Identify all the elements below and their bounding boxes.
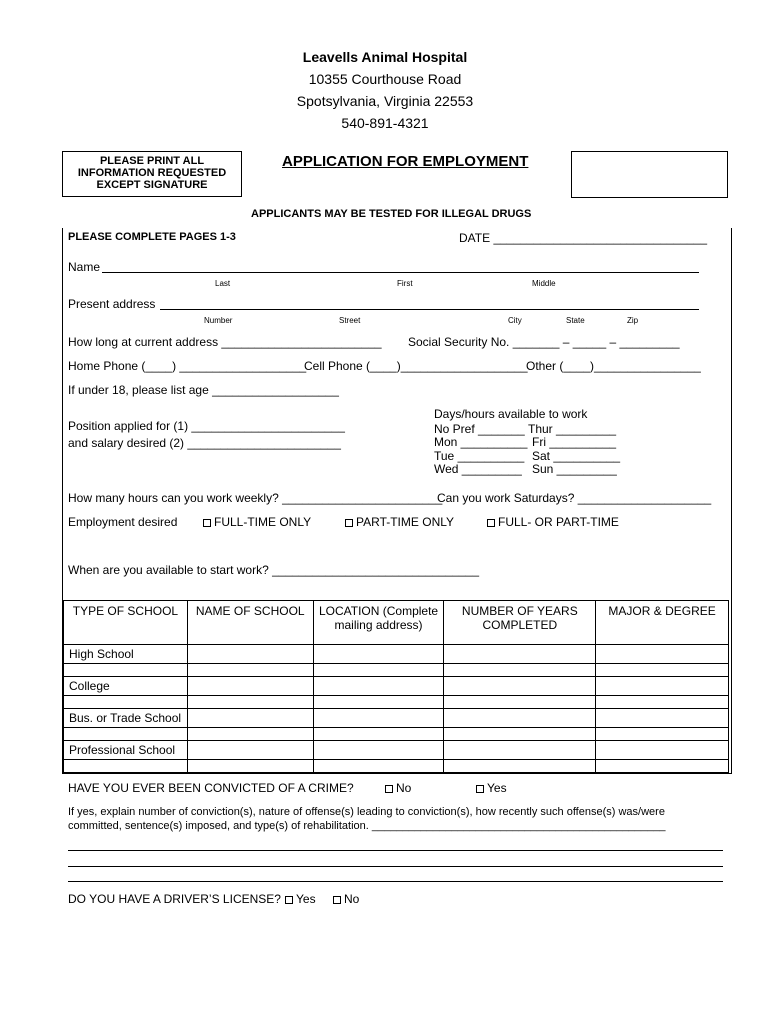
row-label-professional-school: Professional School bbox=[64, 741, 188, 760]
date-field[interactable]: DATE ________________________________ bbox=[459, 231, 708, 245]
crime-yes-label: Yes bbox=[487, 781, 507, 795]
crime-no-label: No bbox=[396, 781, 412, 795]
crime-no-option[interactable] bbox=[385, 781, 411, 795]
full-time-option[interactable] bbox=[203, 515, 311, 529]
table-cell[interactable] bbox=[187, 664, 313, 677]
org-phone: 540-891-4321 bbox=[341, 115, 429, 131]
table-cell[interactable] bbox=[313, 696, 444, 709]
full-or-part-time-label: FULL- OR PART-TIME bbox=[498, 515, 619, 529]
license-yes-option[interactable] bbox=[285, 892, 316, 906]
col-years-completed: NUMBER OF YEARS COMPLETED bbox=[444, 601, 596, 645]
table-row bbox=[64, 677, 729, 696]
table-row bbox=[64, 760, 729, 773]
notice-line2: INFORMATION REQUESTED bbox=[77, 167, 227, 179]
table-cell[interactable] bbox=[444, 709, 596, 728]
license-no-option[interactable] bbox=[333, 892, 359, 906]
checkbox-icon[interactable] bbox=[285, 896, 293, 904]
org-address-line2: Spotsylvania, Virginia 22553 bbox=[296, 93, 474, 109]
table-cell[interactable] bbox=[596, 728, 729, 741]
address-street-caption: Street bbox=[339, 316, 361, 325]
org-address-line1: 10355 Courthouse Road bbox=[308, 71, 462, 87]
row-label-trade-school: Bus. or Trade School bbox=[64, 709, 188, 728]
education-table bbox=[63, 600, 729, 773]
table-cell[interactable] bbox=[313, 664, 444, 677]
home-phone-field[interactable]: Home Phone (____) ___________________ bbox=[68, 359, 307, 373]
position-1-field[interactable]: Position applied for (1) _______________________ bbox=[68, 419, 345, 433]
crime-question: HAVE YOU EVER BEEN CONVICTED OF A CRIME? bbox=[68, 781, 354, 795]
address-number-caption: Number bbox=[204, 316, 233, 325]
wed-field[interactable]: Wed _________ bbox=[434, 462, 522, 476]
address-zip-caption: Zip bbox=[627, 316, 639, 325]
checkbox-icon[interactable] bbox=[203, 519, 211, 527]
table-cell[interactable] bbox=[596, 741, 729, 760]
name-field[interactable] bbox=[102, 272, 699, 273]
table-cell[interactable] bbox=[187, 760, 313, 773]
explain-line-3[interactable] bbox=[68, 881, 723, 882]
table-row bbox=[64, 709, 729, 728]
sun-field[interactable]: Sun _________ bbox=[532, 462, 617, 476]
checkbox-icon[interactable] bbox=[345, 519, 353, 527]
license-question: DO YOU HAVE A DRIVER’S LICENSE? bbox=[68, 892, 281, 906]
org-name: Leavells Animal Hospital bbox=[302, 49, 468, 65]
full-time-label: FULL-TIME ONLY bbox=[214, 515, 312, 529]
table-cell[interactable] bbox=[444, 645, 596, 664]
table-cell bbox=[64, 664, 188, 677]
row-label-college: College bbox=[64, 677, 188, 696]
license-no-label: No bbox=[344, 892, 360, 906]
saturdays-field[interactable]: Can you work Saturdays? ____________________ bbox=[437, 491, 712, 505]
notice-line1: PLEASE PRINT ALL bbox=[99, 155, 205, 167]
table-cell[interactable] bbox=[313, 709, 444, 728]
table-cell bbox=[64, 760, 188, 773]
table-cell[interactable] bbox=[187, 728, 313, 741]
table-cell[interactable] bbox=[313, 760, 444, 773]
explain-line-1[interactable] bbox=[68, 850, 723, 851]
table-cell[interactable] bbox=[187, 696, 313, 709]
fri-field[interactable]: Fri __________ bbox=[532, 435, 617, 449]
col-major-degree: MAJOR & DEGREE bbox=[596, 601, 729, 645]
table-cell[interactable] bbox=[596, 664, 729, 677]
checkbox-icon[interactable] bbox=[333, 896, 341, 904]
part-time-option[interactable] bbox=[345, 515, 454, 529]
col-location: LOCATION (Complete mailing address) bbox=[313, 601, 444, 645]
table-cell bbox=[64, 728, 188, 741]
table-cell[interactable] bbox=[313, 645, 444, 664]
table-cell[interactable] bbox=[596, 760, 729, 773]
table-cell[interactable] bbox=[313, 741, 444, 760]
table-row bbox=[64, 728, 729, 741]
checkbox-icon[interactable] bbox=[385, 785, 393, 793]
form-right-border bbox=[731, 228, 732, 773]
complete-pages-note: PLEASE COMPLETE PAGES 1-3 bbox=[68, 231, 236, 243]
table-cell[interactable] bbox=[444, 677, 596, 696]
sat-field[interactable]: Sat __________ bbox=[532, 449, 621, 463]
crime-explain-line2[interactable]: committed, sentence(s) imposed, and type(s) of rehabilitation. ________________________________________________ bbox=[68, 820, 666, 832]
col-type-of-school: TYPE OF SCHOOL bbox=[64, 601, 188, 645]
address-state-caption: State bbox=[566, 316, 585, 325]
ssn-field[interactable]: Social Security No. _______ – _____ – _________ bbox=[408, 335, 680, 349]
name-first-caption: First bbox=[397, 279, 413, 288]
no-pref-field[interactable]: No Pref _______ bbox=[434, 422, 525, 436]
part-time-label: PART-TIME ONLY bbox=[356, 515, 455, 529]
tue-field[interactable]: Tue __________ bbox=[434, 449, 525, 463]
crime-yes-option[interactable] bbox=[476, 781, 507, 795]
start-work-field[interactable]: When are you available to start work? _______________________________ bbox=[68, 563, 479, 577]
table-cell[interactable] bbox=[596, 709, 729, 728]
table-row bbox=[64, 664, 729, 677]
crime-explain-line1: If yes, explain number of conviction(s), nature of offense(s) leading to conviction(s), how recently such offense(s) was/were bbox=[68, 806, 665, 818]
table-cell[interactable] bbox=[187, 741, 313, 760]
office-use-box bbox=[571, 151, 728, 198]
position-2-field[interactable]: and salary desired (2) _______________________ bbox=[68, 436, 341, 450]
table-cell[interactable] bbox=[313, 728, 444, 741]
employment-desired-label: Employment desired bbox=[68, 515, 178, 529]
checkbox-icon[interactable] bbox=[476, 785, 484, 793]
section-divider bbox=[62, 773, 732, 774]
days-available-heading: Days/hours available to work bbox=[434, 407, 588, 421]
address-label: Present address bbox=[68, 297, 156, 311]
table-cell[interactable] bbox=[596, 696, 729, 709]
table-cell bbox=[64, 696, 188, 709]
other-phone-field[interactable]: Other (____)________________ bbox=[526, 359, 701, 373]
table-cell[interactable] bbox=[596, 677, 729, 696]
table-cell[interactable] bbox=[444, 728, 596, 741]
table-cell[interactable] bbox=[444, 760, 596, 773]
form-title: APPLICATION FOR EMPLOYMENT bbox=[282, 153, 529, 170]
cell-phone-field[interactable]: Cell Phone (____)___________________ bbox=[304, 359, 528, 373]
notice-line3: EXCEPT SIGNATURE bbox=[96, 179, 208, 191]
table-row bbox=[64, 741, 729, 760]
name-label: Name bbox=[68, 260, 101, 274]
table-cell[interactable] bbox=[313, 677, 444, 696]
table-row bbox=[64, 696, 729, 709]
name-middle-caption: Middle bbox=[532, 279, 556, 288]
under-18-age-field[interactable]: If under 18, please list age ___________________ bbox=[68, 383, 339, 397]
explain-line-2[interactable] bbox=[68, 866, 723, 867]
table-cell[interactable] bbox=[187, 645, 313, 664]
address-city-caption: City bbox=[508, 316, 522, 325]
checkbox-icon[interactable] bbox=[487, 519, 495, 527]
table-row bbox=[64, 645, 729, 664]
print-notice-box bbox=[62, 151, 242, 197]
address-field[interactable] bbox=[160, 309, 699, 310]
mon-field[interactable]: Mon __________ bbox=[434, 435, 528, 449]
table-cell[interactable] bbox=[187, 709, 313, 728]
table-cell[interactable] bbox=[444, 664, 596, 677]
row-label-high-school: High School bbox=[64, 645, 188, 664]
table-cell[interactable] bbox=[187, 677, 313, 696]
how-long-field[interactable]: How long at current address ________________________ bbox=[68, 335, 382, 349]
table-cell[interactable] bbox=[444, 741, 596, 760]
full-or-part-time-option[interactable] bbox=[487, 515, 619, 529]
drug-test-notice: APPLICANTS MAY BE TESTED FOR ILLEGAL DRUGS bbox=[251, 208, 532, 220]
table-cell[interactable] bbox=[596, 645, 729, 664]
education-header-row bbox=[64, 601, 729, 645]
license-yes-label: Yes bbox=[296, 892, 316, 906]
col-name-of-school: NAME OF SCHOOL bbox=[187, 601, 313, 645]
table-cell[interactable] bbox=[444, 696, 596, 709]
hours-weekly-field[interactable]: How many hours can you work weekly? ________________________ bbox=[68, 491, 443, 505]
name-last-caption: Last bbox=[215, 279, 231, 288]
thur-field[interactable]: Thur _________ bbox=[528, 422, 617, 436]
